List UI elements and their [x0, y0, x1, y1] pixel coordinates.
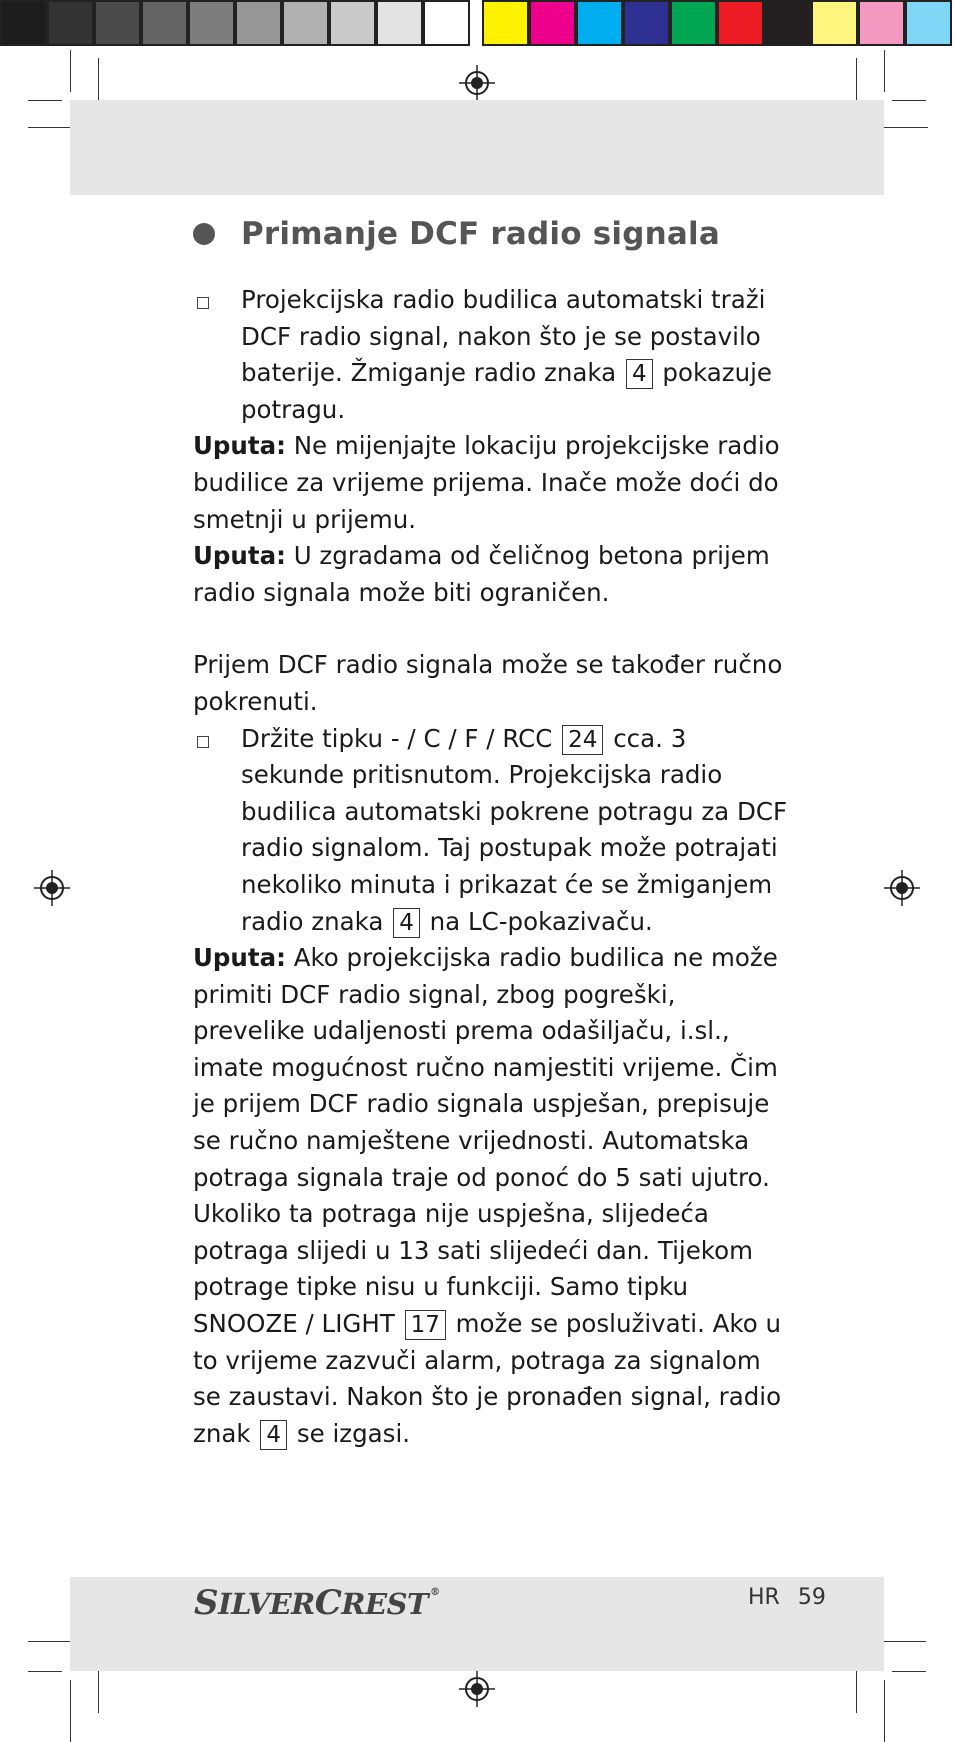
gray-swatch — [329, 0, 376, 46]
crop-mark — [884, 50, 885, 92]
paragraph-text: cca. 3 sekunde pritisnutom. Projekcijska radio budilica automatski pokrene potragu za DCF radio signalom. Taj postupak može potrajati nekoliko minuta i prikazat će se žmiganjem radio znaka — [241, 723, 788, 936]
crop-mark — [28, 1671, 62, 1672]
gray-swatch — [423, 0, 470, 46]
paragraph-text: Projekcijska radio budilica automatski traži DCF radio signal, nakon što je se postavilo baterije. Žmiganje radio znaka — [241, 285, 766, 388]
color-swatch — [623, 0, 670, 46]
note-label: Uputa: — [193, 541, 286, 571]
paragraph: Prijem DCF radio signala može se također ručno pokrenuti. — [193, 650, 783, 716]
page-content — [193, 210, 793, 1452]
language-code: HR — [748, 1585, 780, 1610]
gray-swatch — [94, 0, 141, 46]
checkbox-bullet-icon — [197, 297, 209, 309]
registration-mark-icon — [34, 870, 70, 906]
gray-swatch — [282, 0, 329, 46]
color-swatch — [529, 0, 576, 46]
gray-swatch — [47, 0, 94, 46]
checkbox-bullet-icon — [197, 736, 209, 748]
section-title: Primanje DCF radio signala — [241, 216, 720, 252]
silvercrest-logo — [194, 1583, 440, 1623]
note-paragraph — [193, 538, 793, 611]
reference-number: 4 — [260, 1420, 287, 1450]
swatch-gap — [470, 0, 482, 50]
crop-mark — [892, 100, 926, 101]
note-label: Uputa: — [193, 431, 286, 461]
crop-mark — [28, 100, 62, 101]
paragraph-text: na LC-pokazivaču. — [421, 906, 653, 936]
color-swatch — [670, 0, 717, 46]
crop-mark — [892, 1671, 926, 1672]
page-footer-info — [748, 1585, 826, 1610]
registration-mark-icon — [884, 870, 920, 906]
reference-number: 4 — [626, 359, 653, 389]
list-item — [193, 282, 793, 428]
paragraph-text: U zgradama od čeličnog betona prijem radio signala može biti ograničen. — [193, 541, 770, 607]
color-swatch — [717, 0, 764, 46]
registration-mark-icon — [459, 1671, 495, 1707]
gray-swatch — [0, 0, 47, 46]
crop-mark — [70, 50, 71, 92]
paragraph-text: se izgasi. — [289, 1418, 411, 1448]
color-swatch — [811, 0, 858, 46]
gray-swatch — [141, 0, 188, 46]
logo-letter: S — [194, 1583, 219, 1623]
paragraph-text: Ne mijenjajte lokaciju projekcijske radio budilice za vrijeme prijema. Inače može doći do smetnji u prijemu. — [193, 431, 780, 534]
color-swatch — [482, 0, 529, 46]
spacer — [193, 611, 793, 647]
crop-mark — [70, 1680, 71, 1742]
registered-mark: ® — [430, 1587, 440, 1598]
gray-swatch — [188, 0, 235, 46]
note-paragraph — [193, 940, 793, 1452]
color-swatch — [764, 0, 811, 46]
registration-mark-icon — [459, 65, 495, 101]
color-swatch — [576, 0, 623, 46]
reference-number: 17 — [405, 1310, 446, 1340]
crop-mark — [884, 1680, 885, 1742]
note-paragraph — [193, 428, 793, 538]
gray-swatch — [235, 0, 282, 46]
color-calibration-bar — [0, 0, 952, 50]
page-number: 59 — [797, 1585, 826, 1610]
paragraph-text: Ako projekcijska radio budilica ne može primiti DCF radio signal, zbog pogreški, prevelike udaljenosti prema odašiljaču, i.sl., imate mogućnost ručno namjestiti vrijeme. Čim je prijem DCF radio signala uspješan, prepisuje se ručno namještene vrijednosti. Automatska potraga signala traje od ponoć do 5 sati ujutro. Ukoliko ta potraga nije uspješna, slijedeća potraga slijedi u 13 sati slijedeći dan. Tijekom potrage tipke nisu u funkciji. Samo tipku SNOOZE / LIGHT — [193, 943, 778, 1339]
crop-mark — [28, 1641, 76, 1642]
color-swatch — [905, 0, 952, 46]
note-label: Uputa: — [193, 943, 286, 973]
gray-swatch — [376, 0, 423, 46]
logo-letter: ILVER — [218, 1587, 315, 1621]
reference-number: 4 — [393, 908, 420, 938]
color-swatch — [858, 0, 905, 46]
crop-mark — [878, 1641, 926, 1642]
header-band — [70, 100, 884, 195]
list-item — [193, 721, 793, 941]
section-heading — [193, 210, 793, 258]
paragraph-text: Držite tipku - / C / F / RCC — [241, 723, 561, 753]
logo-letter: REST — [341, 1587, 429, 1621]
reference-number: 24 — [562, 725, 603, 755]
logo-letter: C — [314, 1583, 342, 1623]
paragraph-text: može se posluživati. Ako u to vrijeme zazvuči alarm, potraga za signalom se zaustavi. Nakon što je pronađen signal, radio znak — [193, 1309, 782, 1448]
paragraph-text: pokazuje potragu. — [241, 358, 772, 424]
bullet-dot-icon — [193, 223, 215, 245]
